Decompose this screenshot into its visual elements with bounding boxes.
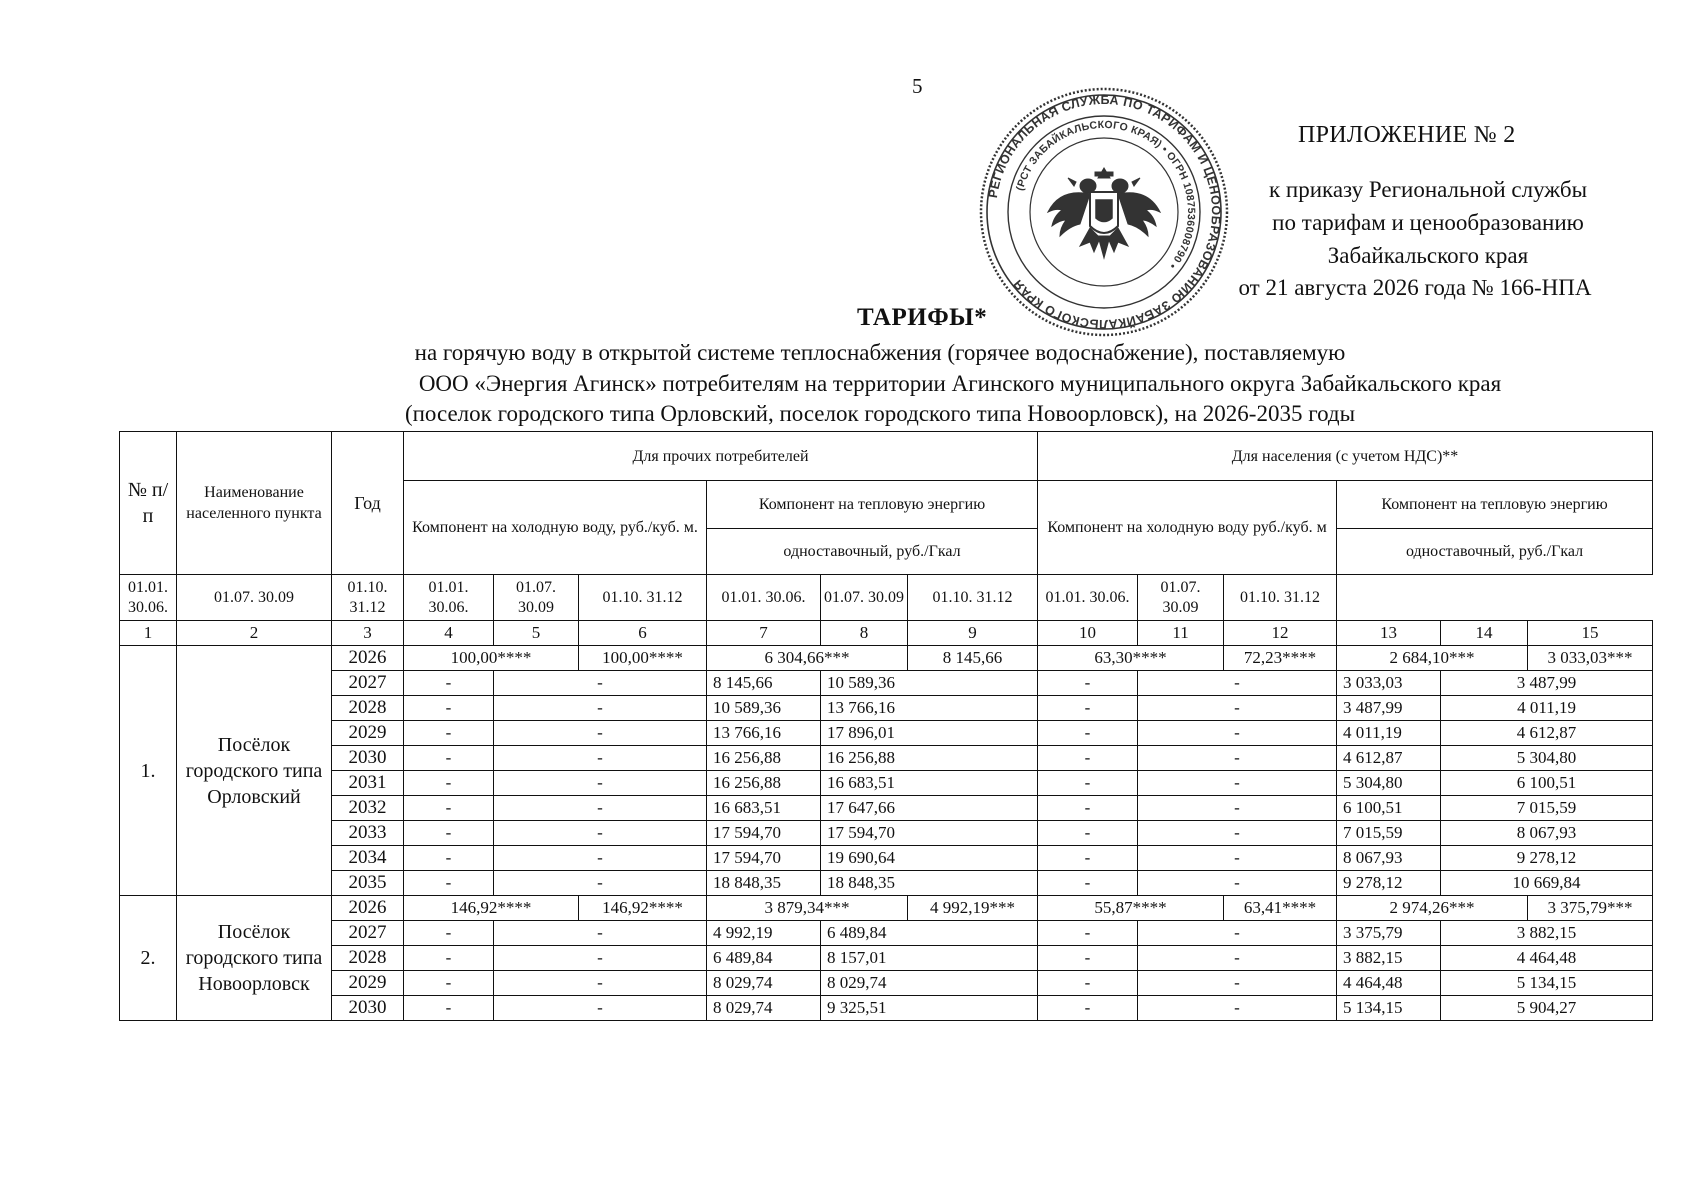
value-cell: - xyxy=(494,846,707,871)
value-cell: - xyxy=(404,696,494,721)
value-cell: 8 157,01 xyxy=(821,946,1038,971)
table-row xyxy=(120,946,1653,971)
value-cell: 13 766,16 xyxy=(821,696,1038,721)
value-cell: - xyxy=(1138,821,1337,846)
period-header: 01.07. 30.09 xyxy=(494,575,579,621)
header-cold-water-population: Компонент на холодную воду руб./куб. м xyxy=(1038,481,1337,575)
period-header: 01.10. 31.12 xyxy=(332,575,404,621)
value-cell: 8 067,93 xyxy=(1441,821,1653,846)
year-cell: 2027 xyxy=(332,921,404,946)
year-cell: 2030 xyxy=(332,996,404,1021)
value-cell: - xyxy=(1038,846,1138,871)
value-cell: 8 029,74 xyxy=(707,971,821,996)
value-cell: - xyxy=(1038,971,1138,996)
value-cell: - xyxy=(404,996,494,1021)
value-cell: 146,92**** xyxy=(579,896,707,921)
value-cell: 7 015,59 xyxy=(1337,821,1441,846)
header-population: Для населения (с учетом НДС)** xyxy=(1038,432,1653,481)
value-cell: 4 464,48 xyxy=(1337,971,1441,996)
period-header: 01.07. 30.09 xyxy=(821,575,908,621)
value-cell: 16 256,88 xyxy=(707,746,821,771)
value-cell: 2 974,26*** xyxy=(1337,896,1528,921)
value-cell: - xyxy=(404,946,494,971)
value-cell: - xyxy=(404,671,494,696)
table-row xyxy=(120,696,1653,721)
year-cell: 2029 xyxy=(332,971,404,996)
value-cell: - xyxy=(494,721,707,746)
value-cell: 3 879,34*** xyxy=(707,896,908,921)
value-cell: 17 594,70 xyxy=(707,846,821,871)
value-cell: 63,30**** xyxy=(1038,646,1224,671)
period-header: 01.10. 31.12 xyxy=(579,575,707,621)
value-cell: 18 848,35 xyxy=(707,871,821,896)
column-number: 4 xyxy=(404,621,494,646)
header-heat-energy-population: Компонент на тепловую энергию xyxy=(1337,481,1653,529)
header-num: № п/п xyxy=(120,432,177,575)
value-cell: 3 375,79*** xyxy=(1528,896,1653,921)
table-row xyxy=(120,771,1653,796)
value-cell: 5 134,15 xyxy=(1337,996,1441,1021)
value-cell: 8 067,93 xyxy=(1337,846,1441,871)
order-line: по тарифам и ценообразованию xyxy=(1272,210,1584,235)
value-cell: - xyxy=(1038,796,1138,821)
value-cell: - xyxy=(404,921,494,946)
value-cell: 146,92**** xyxy=(404,896,579,921)
column-number: 5 xyxy=(494,621,579,646)
value-cell: - xyxy=(494,671,707,696)
value-cell: - xyxy=(1038,746,1138,771)
column-number: 12 xyxy=(1224,621,1337,646)
table-row xyxy=(120,871,1653,896)
value-cell: 7 015,59 xyxy=(1441,796,1653,821)
tariff-table xyxy=(119,431,1653,1021)
value-cell: 4 011,19 xyxy=(1337,721,1441,746)
header-year: Год xyxy=(332,432,404,575)
year-cell: 2034 xyxy=(332,846,404,871)
year-cell: 2028 xyxy=(332,696,404,721)
value-cell: 18 848,35 xyxy=(821,871,1038,896)
column-number: 11 xyxy=(1138,621,1224,646)
table-row xyxy=(120,996,1653,1021)
value-cell: 5 304,80 xyxy=(1337,771,1441,796)
value-cell: 3 033,03*** xyxy=(1528,646,1653,671)
value-cell: 16 256,88 xyxy=(707,771,821,796)
order-line: от 21 августа 2026 года № 166-НПА xyxy=(1238,275,1592,300)
value-cell: 16 256,88 xyxy=(821,746,1038,771)
value-cell: - xyxy=(404,871,494,896)
value-cell: - xyxy=(1138,796,1337,821)
value-cell: 4 992,19 xyxy=(707,921,821,946)
value-cell: - xyxy=(1038,871,1138,896)
period-header: 01.01. 30.06. xyxy=(404,575,494,621)
value-cell: 8 029,74 xyxy=(821,971,1038,996)
value-cell: - xyxy=(1038,671,1138,696)
value-cell: - xyxy=(1038,921,1138,946)
year-cell: 2026 xyxy=(332,896,404,921)
value-cell: 3 882,15 xyxy=(1337,946,1441,971)
table-row xyxy=(120,921,1653,946)
year-cell: 2031 xyxy=(332,771,404,796)
value-cell: 9 278,12 xyxy=(1441,846,1653,871)
table-row xyxy=(120,896,1653,921)
value-cell: - xyxy=(1138,996,1337,1021)
value-cell: - xyxy=(1038,946,1138,971)
column-number: 13 xyxy=(1337,621,1441,646)
value-cell: 4 011,19 xyxy=(1441,696,1653,721)
value-cell: - xyxy=(1038,721,1138,746)
value-cell: - xyxy=(494,821,707,846)
period-header: 01.10. 31.12 xyxy=(908,575,1038,621)
value-cell: - xyxy=(404,796,494,821)
value-cell: - xyxy=(494,796,707,821)
value-cell: - xyxy=(404,771,494,796)
value-cell: 10 669,84 xyxy=(1441,871,1653,896)
period-header: 01.07. 30.09 xyxy=(177,575,332,621)
value-cell: - xyxy=(404,971,494,996)
year-cell: 2029 xyxy=(332,721,404,746)
header-cold-water-other: Компонент на холодную воду, руб./куб. м. xyxy=(404,481,707,575)
header-heat-tariff-other: одноставочный, руб./Гкал xyxy=(707,529,1038,575)
table-row xyxy=(120,846,1653,871)
year-cell: 2026 xyxy=(332,646,404,671)
value-cell: - xyxy=(494,971,707,996)
subtitle-line: на горячую воду в открытой системе теплоснабжения (горячее водоснабжение), поставляемую xyxy=(414,340,1346,365)
value-cell: 9 278,12 xyxy=(1337,871,1441,896)
value-cell: 13 766,16 xyxy=(707,721,821,746)
value-cell: 6 100,51 xyxy=(1337,796,1441,821)
value-cell: - xyxy=(1138,971,1337,996)
value-cell: - xyxy=(1138,746,1337,771)
value-cell: 16 683,51 xyxy=(821,771,1038,796)
table-row xyxy=(120,746,1653,771)
column-number: 9 xyxy=(908,621,1038,646)
value-cell: 19 690,64 xyxy=(821,846,1038,871)
table-row xyxy=(120,721,1653,746)
value-cell: 17 896,01 xyxy=(821,721,1038,746)
value-cell: 17 594,70 xyxy=(821,821,1038,846)
column-number: 10 xyxy=(1038,621,1138,646)
value-cell: 5 134,15 xyxy=(1441,971,1653,996)
settlement-name: Посёлок городского типа Орловский xyxy=(177,646,332,896)
coat-of-arms-eagle-icon xyxy=(1048,168,1160,258)
header-other-consumers: Для прочих потребителей xyxy=(404,432,1038,481)
column-number: 1 xyxy=(120,621,177,646)
header-settlement: Наименование населенного пункта xyxy=(177,432,332,575)
value-cell: 3 882,15 xyxy=(1441,921,1653,946)
value-cell: 8 145,66 xyxy=(908,646,1038,671)
value-cell: - xyxy=(1138,771,1337,796)
table-row xyxy=(120,796,1653,821)
value-cell: 10 589,36 xyxy=(707,696,821,721)
document-title: ТАРИФЫ* xyxy=(857,304,988,331)
year-cell: 2030 xyxy=(332,746,404,771)
value-cell: 8 145,66 xyxy=(707,671,821,696)
column-number: 15 xyxy=(1528,621,1653,646)
value-cell: 3 375,79 xyxy=(1337,921,1441,946)
value-cell: 4 464,48 xyxy=(1441,946,1653,971)
value-cell: - xyxy=(494,871,707,896)
value-cell: 5 304,80 xyxy=(1441,746,1653,771)
value-cell: 9 325,51 xyxy=(821,996,1038,1021)
period-header: 01.01. 30.06. xyxy=(1038,575,1138,621)
order-line: к приказу Региональной службы xyxy=(1268,177,1588,202)
value-cell: 3 487,99 xyxy=(1337,696,1441,721)
value-cell: 2 684,10*** xyxy=(1337,646,1528,671)
value-cell: - xyxy=(1038,696,1138,721)
table-row xyxy=(120,646,1653,671)
table-row xyxy=(120,671,1653,696)
value-cell: 6 100,51 xyxy=(1441,771,1653,796)
value-cell: 5 904,27 xyxy=(1441,996,1653,1021)
value-cell: 17 594,70 xyxy=(707,821,821,846)
table-row xyxy=(120,971,1653,996)
value-cell: 100,00**** xyxy=(404,646,579,671)
value-cell: - xyxy=(494,921,707,946)
table-row xyxy=(120,821,1653,846)
appendix-title: ПРИЛОЖЕНИЕ № 2 xyxy=(1298,122,1516,148)
value-cell: - xyxy=(494,996,707,1021)
column-number: 7 xyxy=(707,621,821,646)
column-number: 6 xyxy=(579,621,707,646)
year-cell: 2028 xyxy=(332,946,404,971)
value-cell: - xyxy=(494,746,707,771)
column-number: 8 xyxy=(821,621,908,646)
value-cell: 8 029,74 xyxy=(707,996,821,1021)
column-number: 14 xyxy=(1441,621,1528,646)
value-cell: 16 683,51 xyxy=(707,796,821,821)
row-number: 2. xyxy=(120,896,177,1021)
value-cell: 3 033,03 xyxy=(1337,671,1441,696)
page-number: 5 xyxy=(912,74,923,98)
value-cell: 72,23**** xyxy=(1224,646,1337,671)
value-cell: - xyxy=(1038,821,1138,846)
year-cell: 2033 xyxy=(332,821,404,846)
year-cell: 2027 xyxy=(332,671,404,696)
value-cell: - xyxy=(1138,846,1337,871)
seal-inner-text: (РСТ ЗАБАЙКАЛЬСКОГО КРАЯ) • ОГРН 1087536008790 • xyxy=(1013,118,1198,272)
value-cell: 4 612,87 xyxy=(1441,721,1653,746)
value-cell: 6 489,84 xyxy=(707,946,821,971)
value-cell: 6 304,66*** xyxy=(707,646,908,671)
value-cell: - xyxy=(1138,946,1337,971)
header-heat-energy-other: Компонент на тепловую энергию xyxy=(707,481,1038,529)
value-cell: - xyxy=(494,771,707,796)
value-cell: - xyxy=(1138,871,1337,896)
order-line: Забайкальского края xyxy=(1327,243,1529,268)
value-cell: 6 489,84 xyxy=(821,921,1038,946)
value-cell: 55,87**** xyxy=(1038,896,1224,921)
settlement-name: Посёлок городского типа Новоорловск xyxy=(177,896,332,1021)
seal-outer-text: РЕГИОНАЛЬНАЯ СЛУЖБА ПО ТАРИФАМ И ЦЕНООБРАЗОВАНИЮ ЗАБАЙКАЛЬСКОГО КРАЯ xyxy=(985,92,1224,332)
value-cell: - xyxy=(1138,671,1337,696)
value-cell: - xyxy=(404,746,494,771)
subtitle-line: (поселок городского типа Орловский, поселок городского типа Новоорловск), на 2026-2035 годы xyxy=(404,401,1356,426)
period-header: 01.07. 30.09 xyxy=(1138,575,1224,621)
value-cell: - xyxy=(494,696,707,721)
value-cell: 17 647,66 xyxy=(821,796,1038,821)
header-heat-tariff-population: одноставочный, руб./Гкал xyxy=(1337,529,1653,575)
period-header: 01.10. 31.12 xyxy=(1224,575,1337,621)
row-number: 1. xyxy=(120,646,177,896)
value-cell: - xyxy=(404,821,494,846)
value-cell: 4 612,87 xyxy=(1337,746,1441,771)
value-cell: - xyxy=(404,846,494,871)
value-cell: - xyxy=(1138,921,1337,946)
column-number: 3 xyxy=(332,621,404,646)
value-cell: - xyxy=(1138,696,1337,721)
value-cell: - xyxy=(1038,996,1138,1021)
year-cell: 2032 xyxy=(332,796,404,821)
subtitle-line: ООО «Энергия Агинск» потребителям на территории Агинского муниципального округа Забайкальского края xyxy=(418,371,1502,396)
year-cell: 2035 xyxy=(332,871,404,896)
value-cell: 3 487,99 xyxy=(1441,671,1653,696)
value-cell: - xyxy=(1138,721,1337,746)
column-number: 2 xyxy=(177,621,332,646)
period-header: 01.01. 30.06. xyxy=(707,575,821,621)
value-cell: - xyxy=(494,946,707,971)
value-cell: 10 589,36 xyxy=(821,671,1038,696)
value-cell: 4 992,19*** xyxy=(908,896,1038,921)
period-header: 01.01. 30.06. xyxy=(120,575,177,621)
value-cell: 63,41**** xyxy=(1224,896,1337,921)
value-cell: 100,00**** xyxy=(579,646,707,671)
value-cell: - xyxy=(1038,771,1138,796)
value-cell: - xyxy=(404,721,494,746)
